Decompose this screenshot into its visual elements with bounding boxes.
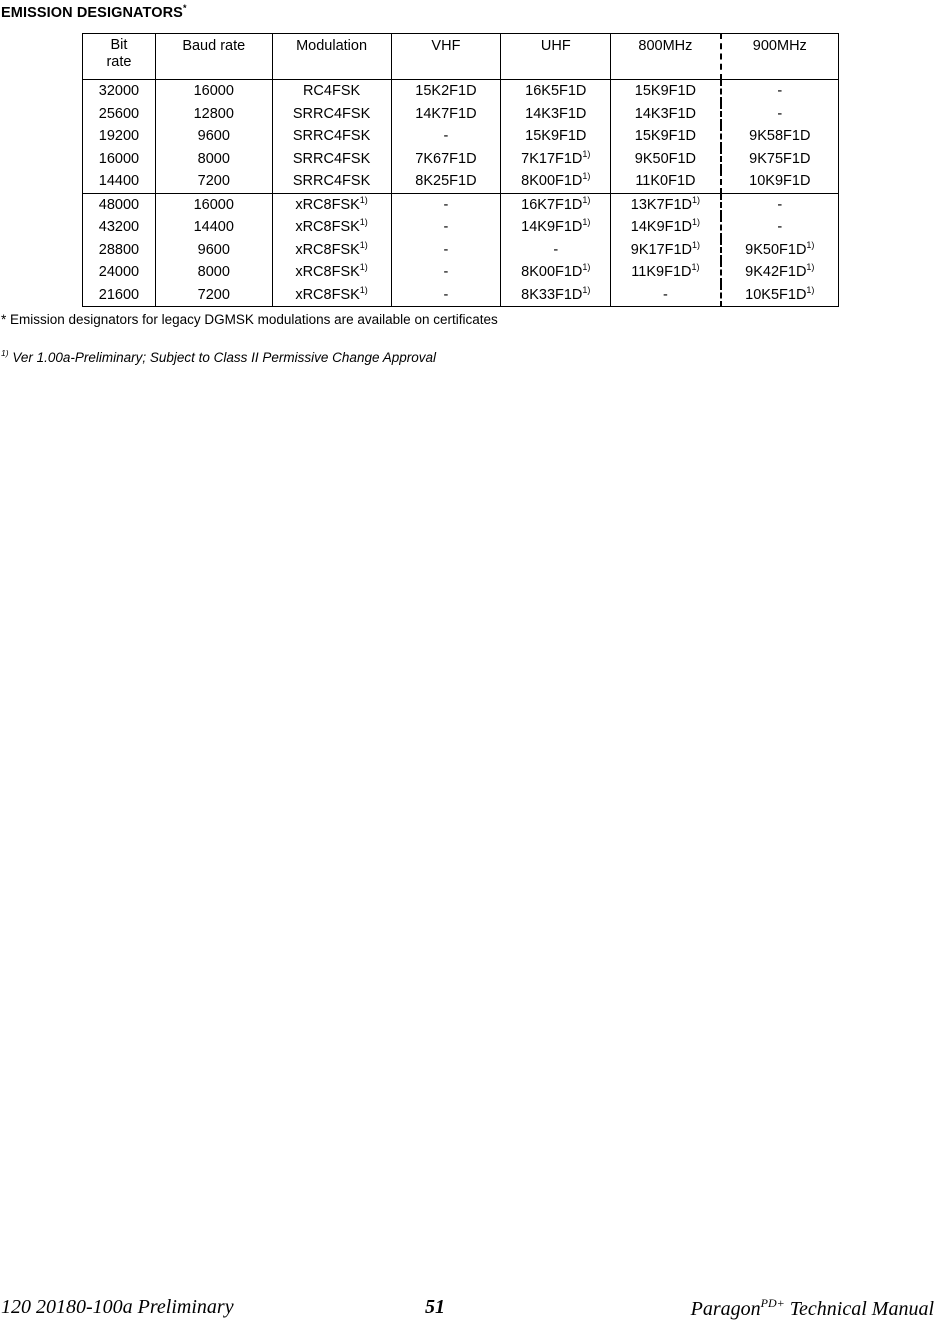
- cell-modulation: [272, 284, 391, 307]
- cell-value: 9K50F1D: [634, 150, 697, 167]
- cell-uhf: [501, 216, 611, 239]
- cell-baud-rate: [155, 239, 272, 262]
- cell-value: -: [443, 286, 449, 303]
- cell-value: 15K9F1D: [634, 83, 697, 100]
- cell-900mhz: [721, 125, 839, 148]
- cell-value: 8K25F1D: [415, 173, 477, 190]
- cell-value: -: [443, 196, 449, 213]
- cell-footnote-marker: 1): [359, 239, 368, 250]
- cell-baud-rate: [155, 103, 272, 126]
- cell-vhf: [391, 193, 501, 216]
- cell-value: 9K42F1D: [745, 264, 807, 281]
- footer-brand: Paragon: [690, 1298, 761, 1320]
- cell-baud-rate: [155, 148, 272, 171]
- footer-manual-title: [691, 1296, 934, 1321]
- cell-value: 15K9F1D: [525, 128, 587, 145]
- table-row: [83, 261, 839, 284]
- cell-baud-rate: [155, 216, 272, 239]
- cell-value: 28800: [98, 241, 140, 258]
- cell-900mhz: [721, 103, 839, 126]
- header-bit-rate-line2: rate: [106, 54, 132, 70]
- cell-value: 43200: [98, 219, 140, 236]
- cell-vhf: [391, 239, 501, 262]
- cell-vhf: [391, 148, 501, 171]
- page-footer: [0, 1296, 936, 1322]
- cell-800mhz: [611, 170, 721, 193]
- cell-value: 11K9F1D: [631, 264, 692, 281]
- cell-bit-rate: [83, 193, 156, 216]
- cell-uhf: [501, 80, 611, 103]
- cell-900mhz: [721, 239, 839, 262]
- footnote-asterisk: * Emission designators for legacy DGMSK modulations are available on certificates: [1, 312, 498, 327]
- table-row: [83, 125, 839, 148]
- cell-uhf: [501, 239, 611, 262]
- cell-uhf: [501, 193, 611, 216]
- header-modulation: Modulation: [272, 34, 391, 80]
- cell-value: 14K9F1D: [630, 219, 693, 236]
- cell-900mhz: [721, 284, 839, 307]
- cell-value: 14K7F1D: [415, 105, 477, 122]
- cell-value: 8000: [197, 150, 230, 167]
- cell-value: 21600: [98, 286, 140, 303]
- table-row: [83, 239, 839, 262]
- section-title-marker: *: [182, 3, 187, 13]
- cell-value: -: [777, 105, 783, 122]
- footer-document-number: 120 20180-100a Preliminary: [1, 1296, 234, 1318]
- cell-footnote-marker: 1): [806, 262, 815, 273]
- cell-footnote-marker: 1): [359, 217, 368, 228]
- cell-modulation: [272, 239, 391, 262]
- cell-footnote-marker: 1): [359, 194, 368, 205]
- cell-value: 14K9F1D: [521, 219, 583, 236]
- cell-value: -: [443, 264, 449, 281]
- cell-value: SRRC4FSK: [292, 173, 371, 190]
- cell-bit-rate: [83, 125, 156, 148]
- cell-800mhz: [611, 261, 721, 284]
- cell-modulation: [272, 148, 391, 171]
- cell-baud-rate: [155, 170, 272, 193]
- cell-value: -: [662, 286, 668, 303]
- footnote-1-marker: 1): [1, 348, 9, 358]
- cell-uhf: [501, 170, 611, 193]
- cell-bit-rate: [83, 80, 156, 103]
- section-title: [1, 3, 187, 21]
- cell-modulation: [272, 261, 391, 284]
- cell-value: xRC8FSK: [295, 219, 360, 236]
- cell-bit-rate: [83, 284, 156, 307]
- cell-value: SRRC4FSK: [292, 105, 371, 122]
- header-900mhz: 900MHz: [721, 34, 839, 80]
- cell-800mhz: [611, 193, 721, 216]
- cell-value: 32000: [98, 83, 140, 100]
- cell-value: xRC8FSK: [295, 196, 360, 213]
- cell-vhf: [391, 170, 501, 193]
- cell-value: xRC8FSK: [295, 286, 360, 303]
- cell-footnote-marker: 1): [359, 262, 368, 273]
- header-vhf: VHF: [391, 34, 501, 80]
- header-800mhz: 800MHz: [611, 34, 721, 80]
- cell-modulation: [272, 125, 391, 148]
- cell-modulation: [272, 103, 391, 126]
- cell-baud-rate: [155, 261, 272, 284]
- cell-value: 8000: [197, 264, 230, 281]
- cell-value: -: [443, 241, 449, 258]
- cell-baud-rate: [155, 193, 272, 216]
- cell-uhf: [501, 261, 611, 284]
- cell-uhf: [501, 103, 611, 126]
- table-row: [83, 170, 839, 193]
- cell-value: 7K17F1D: [521, 150, 583, 167]
- cell-vhf: [391, 103, 501, 126]
- cell-value: 16K7F1D: [521, 196, 583, 213]
- cell-value: 7200: [197, 286, 230, 303]
- cell-800mhz: [611, 103, 721, 126]
- table-row: [83, 103, 839, 126]
- cell-footnote-marker: 1): [582, 171, 591, 182]
- cell-800mhz: [611, 284, 721, 307]
- table-row: [83, 193, 839, 216]
- cell-modulation: [272, 170, 391, 193]
- cell-800mhz: [611, 80, 721, 103]
- cell-vhf: [391, 80, 501, 103]
- cell-footnote-marker: 1): [582, 262, 591, 273]
- cell-value: 9K75F1D: [749, 150, 811, 167]
- table-row: [83, 80, 839, 103]
- cell-value: 12800: [193, 105, 234, 122]
- cell-value: -: [553, 241, 559, 258]
- cell-footnote-marker: 1): [692, 217, 701, 228]
- cell-baud-rate: [155, 80, 272, 103]
- cell-vhf: [391, 216, 501, 239]
- cell-footnote-marker: 1): [806, 284, 815, 295]
- cell-footnote-marker: 1): [582, 217, 591, 228]
- cell-footnote-marker: 1): [582, 284, 591, 295]
- cell-value: 48000: [98, 196, 140, 213]
- cell-value: 16000: [193, 83, 234, 100]
- table-row: [83, 216, 839, 239]
- cell-value: 9K17F1D: [630, 241, 693, 258]
- cell-value: 7200: [197, 173, 230, 190]
- cell-vhf: [391, 261, 501, 284]
- cell-value: 8K00F1D: [521, 173, 583, 190]
- cell-value: 10K9F1D: [749, 173, 811, 190]
- cell-modulation: [272, 193, 391, 216]
- cell-value: 16000: [98, 150, 140, 167]
- footer-brand-sup: PD+: [760, 1296, 785, 1310]
- cell-value: xRC8FSK: [295, 241, 360, 258]
- cell-value: RC4FSK: [302, 83, 361, 100]
- cell-value: 8K00F1D: [521, 264, 583, 281]
- cell-baud-rate: [155, 125, 272, 148]
- cell-value: xRC8FSK: [295, 264, 360, 281]
- cell-900mhz: [721, 216, 839, 239]
- cell-footnote-marker: 1): [692, 239, 701, 250]
- cell-uhf: [501, 125, 611, 148]
- cell-800mhz: [611, 148, 721, 171]
- cell-bit-rate: [83, 239, 156, 262]
- cell-value: -: [777, 219, 783, 236]
- cell-900mhz: [721, 170, 839, 193]
- cell-900mhz: [721, 261, 839, 284]
- header-bit-rate-line1: Bit: [110, 37, 128, 53]
- cell-uhf: [501, 284, 611, 307]
- cell-900mhz: [721, 80, 839, 103]
- cell-800mhz: [611, 125, 721, 148]
- header-bit-rate: [83, 34, 156, 80]
- cell-value: 24000: [98, 264, 140, 281]
- cell-value: 14K3F1D: [525, 105, 587, 122]
- cell-value: 14400: [193, 219, 234, 236]
- cell-value: 7K67F1D: [415, 150, 477, 167]
- table-row: [83, 284, 839, 307]
- cell-bit-rate: [83, 261, 156, 284]
- table-row: [83, 148, 839, 171]
- cell-value: 9600: [197, 241, 230, 258]
- cell-footnote-marker: 1): [806, 239, 815, 250]
- cell-value: 9K50F1D: [745, 241, 807, 258]
- cell-value: 13K7F1D: [630, 196, 693, 213]
- cell-modulation: [272, 80, 391, 103]
- cell-800mhz: [611, 216, 721, 239]
- cell-value: 19200: [98, 128, 140, 145]
- cell-value: 16K5F1D: [525, 83, 587, 100]
- emission-designators-table: [82, 33, 839, 307]
- table-body: [83, 80, 839, 307]
- cell-bit-rate: [83, 170, 156, 193]
- cell-bit-rate: [83, 103, 156, 126]
- footer-page-number: 51: [425, 1296, 445, 1318]
- cell-value: SRRC4FSK: [292, 128, 371, 145]
- cell-footnote-marker: 1): [691, 262, 700, 273]
- cell-footnote-marker: 1): [582, 148, 591, 159]
- cell-value: 15K9F1D: [634, 128, 697, 145]
- footer-title-rest: Technical Manual: [784, 1298, 934, 1320]
- footnote-1-text: Ver 1.00a-Preliminary; Subject to Class II Permissive Change Approval: [8, 350, 436, 365]
- cell-value: 10K5F1D: [745, 286, 807, 303]
- section-title-text: EMISSION DESIGNATORS: [1, 5, 183, 21]
- cell-value: -: [777, 83, 783, 100]
- cell-baud-rate: [155, 284, 272, 307]
- cell-800mhz: [611, 239, 721, 262]
- cell-value: SRRC4FSK: [292, 150, 371, 167]
- cell-value: 15K2F1D: [415, 83, 477, 100]
- cell-bit-rate: [83, 148, 156, 171]
- cell-footnote-marker: 1): [359, 284, 368, 295]
- cell-value: 14400: [98, 173, 140, 190]
- header-uhf: UHF: [501, 34, 611, 80]
- cell-value: 9K58F1D: [749, 128, 811, 145]
- table-header-row: [83, 34, 839, 80]
- cell-value: -: [777, 196, 783, 213]
- cell-footnote-marker: 1): [582, 194, 591, 205]
- cell-bit-rate: [83, 216, 156, 239]
- cell-value: 25600: [98, 105, 140, 122]
- cell-value: 11K0F1D: [635, 173, 696, 190]
- cell-value: 8K33F1D: [521, 286, 583, 303]
- cell-900mhz: [721, 193, 839, 216]
- cell-value: -: [443, 128, 449, 145]
- footnote-1: [1, 348, 436, 365]
- cell-modulation: [272, 216, 391, 239]
- cell-vhf: [391, 284, 501, 307]
- cell-value: 9600: [197, 128, 230, 145]
- cell-value: 14K3F1D: [634, 105, 697, 122]
- header-baud-rate: Baud rate: [155, 34, 272, 80]
- cell-vhf: [391, 125, 501, 148]
- cell-900mhz: [721, 148, 839, 171]
- cell-uhf: [501, 148, 611, 171]
- cell-value: 16000: [193, 196, 234, 213]
- cell-footnote-marker: 1): [692, 194, 701, 205]
- cell-value: -: [443, 219, 449, 236]
